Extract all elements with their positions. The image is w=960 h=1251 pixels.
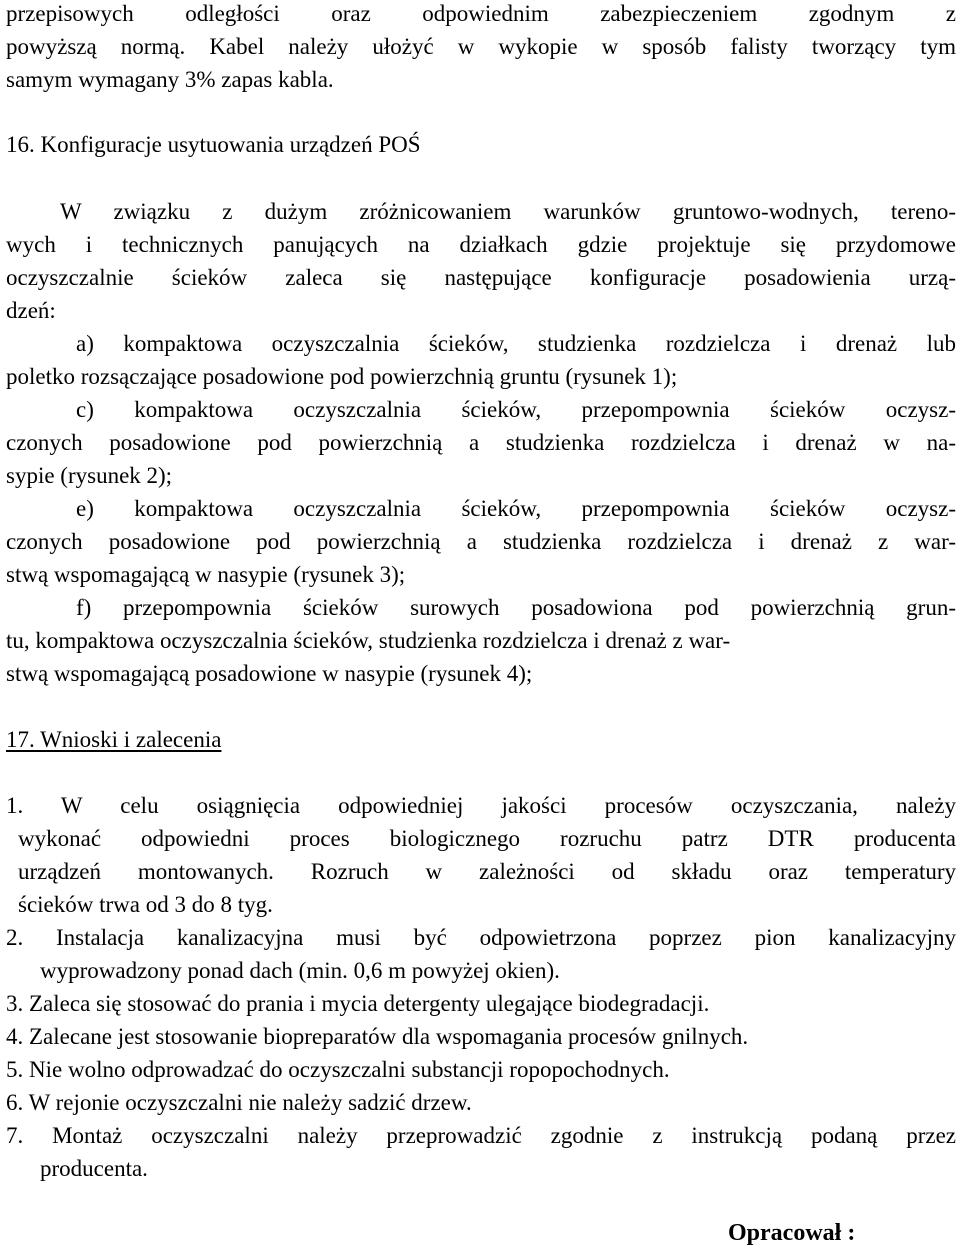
paragraph-line: oczyszczalnie ścieków zaleca się następujące konfiguracje posadowienia urzą- <box>6 265 956 290</box>
paragraph-line: stwą wspomagającą w nasypie (rysunek 3); <box>6 562 406 587</box>
list-item-e: e) kompaktowa oczyszczalnia ścieków, przepompownia ścieków oczysz- <box>76 496 956 521</box>
paragraph-line: producenta. <box>40 1156 148 1181</box>
list-item-6: 6. W rejonie oczyszczalni nie należy sadzić drzew. <box>6 1090 472 1115</box>
paragraph-line: dzeń: <box>6 298 56 323</box>
section-heading: 17. Wnioski i zalecenia <box>6 727 222 752</box>
paragraph-line: sypie (rysunek 2); <box>6 463 173 488</box>
list-item-a: a) kompaktowa oczyszczalnia ścieków, studzienka rozdzielcza i drenaż lub <box>76 331 956 356</box>
list-item-1: 1. W celu osiągnięcia odpowiedniej jakości procesów oczyszczania, należy <box>6 793 956 818</box>
list-item-2: 2. Instalacja kanalizacyjna musi być odpowietrzona poprzez pion kanalizacyjny <box>6 925 956 950</box>
paragraph-line: W związku z dużym zróżnicowaniem warunków gruntowo-wodnych, tereno- <box>60 199 956 224</box>
list-item-3: 3. Zaleca się stosować do prania i mycia detergenty ulegające biodegradacji. <box>6 991 710 1016</box>
paragraph-line: poletko rozsączające posadowione pod powierzchnią gruntu (rysunek 1); <box>6 364 678 389</box>
paragraph-line: ścieków trwa od 3 do 8 tyg. <box>18 892 273 917</box>
paragraph-line: stwą wspomagającą posadowione w nasypie (rysunek 4); <box>6 661 533 686</box>
section-heading: 16. Konfiguracje usytuowania urządzeń POŚ <box>6 132 421 157</box>
list-item-7: 7. Montaż oczyszczalni należy przeprowadzić zgodnie z instrukcją podaną przez <box>6 1123 956 1148</box>
paragraph-line: wykonać odpowiedni proces biologicznego rozruchu patrz DTR producenta <box>18 826 956 851</box>
paragraph-line: tu, kompaktowa oczyszczalnia ścieków, studzienka rozdzielcza i drenaż z war- <box>6 628 731 653</box>
signature-label: Opracował : <box>728 1220 856 1246</box>
paragraph-line: przepisowych odległości oraz odpowiednim zabezpieczeniem zgodnym z <box>6 1 956 26</box>
paragraph-line: urządzeń montowanych. Rozruch w zależności od składu oraz temperatury <box>18 859 956 884</box>
list-item-c: c) kompaktowa oczyszczalnia ścieków, przepompownia ścieków oczysz- <box>76 397 956 422</box>
list-item-5: 5. Nie wolno odprowadzać do oczyszczalni substancji ropopochodnych. <box>6 1057 670 1082</box>
paragraph-line: wych i technicznych panujących na działkach gdzie projektuje się przydomowe <box>6 232 956 257</box>
paragraph-line: samym wymagany 3% zapas kabla. <box>6 67 334 92</box>
paragraph-line: czonych posadowione pod powierzchnią a studzienka rozdzielcza i drenaż w na- <box>6 430 956 455</box>
paragraph-line: powyższą normą. Kabel należy ułożyć w wykopie w sposób falisty tworzący tym <box>6 34 956 59</box>
paragraph-line: czonych posadowione pod powierzchnią a studzienka rozdzielcza i drenaż z war- <box>6 529 956 554</box>
list-item-f: f) przepompownia ścieków surowych posadowiona pod powierzchnią grun- <box>76 595 956 620</box>
list-item-4: 4. Zalecane jest stosowanie biopreparatów dla wspomagania procesów gnilnych. <box>6 1024 749 1049</box>
paragraph-line: wyprowadzony ponad dach (min. 0,6 m powyżej okien). <box>40 958 560 983</box>
